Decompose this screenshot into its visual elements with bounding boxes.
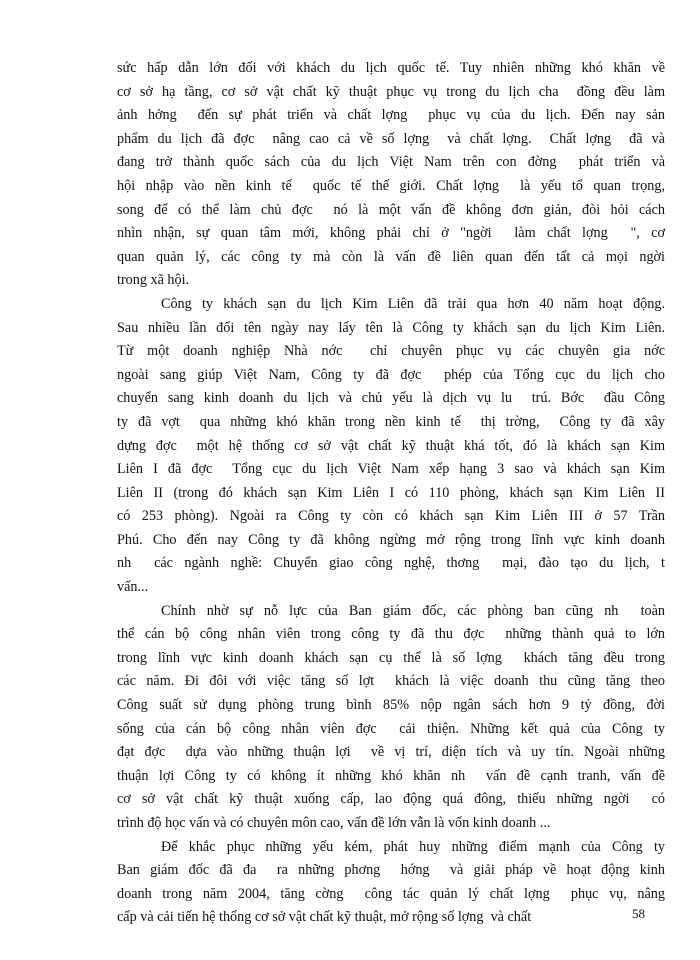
text-line: doanh trong năm 2004, tăng cờng công tác quản lý chất lợng phục vụ, nâng	[117, 885, 665, 902]
text-line: song để có thể làm chủ đợc nó là một vấn đề không đơn giản, đòi hỏi cách	[117, 201, 665, 218]
paragraph-2	[117, 293, 665, 600]
text-line: vấn...	[117, 579, 149, 596]
text-line: Công ty khách sạn du lịch Kim Liên đã trải qua hơn 40 năm hoạt động.	[161, 295, 665, 312]
text-line: Từ một doanh nghiệp Nhà nớc chỉ chuyên phục vụ các chuyên gia nớc	[117, 343, 665, 360]
page-number: 58	[632, 906, 645, 921]
text-line: sức hấp dẫn lớn đối với khách du lịch quốc tế. Tuy nhiên những khó khăn về	[117, 60, 665, 76]
text-line: cơ sở hạ tầng, cơ sở vật chất kỹ thuật phục vụ trong du lịch cha đồng đều làm	[117, 83, 665, 100]
text-line: phẩm du lịch đã đợc nâng cao cả về số lợng và chất lợng. Chất lợng đã và	[117, 130, 665, 147]
text-line: hội nhập vào nền kinh tế quốc tế thế giới. Chất lợng là yếu tố quan trọng,	[117, 177, 665, 194]
text-line: Sau nhiều lần đổi tên ngày nay lấy tên là Công ty khách sạn du lịch Kim Liên.	[117, 319, 665, 336]
paragraph-4	[117, 836, 665, 930]
text-line: dựng đợc một hệ thống cơ sở vật chất kỹ thuật khá tốt, đó là khách sạn Kim	[117, 437, 665, 454]
text-line: thuận lợi Công ty có không ít những khó khăn nh vấn đề cạnh tranh, vấn đề	[117, 767, 665, 784]
text-line: ảnh hởng đến sự phát triển và chất lợng phục vụ của du lịch. Đến nay sản	[117, 107, 665, 124]
text-line: Để khắc phục những yếu kém, phát huy những điểm mạnh của Công ty	[161, 838, 665, 855]
text-line: trình độ học vấn và có chuyên môn cao, vấn đề lớn vẫn là vốn kinh doanh ...	[117, 815, 551, 831]
text-line: Phú. Cho đến nay Công ty đã không ngừng mở rộng trong lĩnh vực kinh doanh	[117, 531, 665, 548]
text-line: Chính nhờ sự nỗ lực của Ban giám đốc, các phòng ban cũng nh toàn	[161, 602, 665, 619]
paragraph-3	[117, 600, 665, 836]
text-line: sống của cán bộ công nhân viên đợc cải thiện. Những kết quả của Công ty	[117, 720, 665, 737]
text-line: chuyển sang kinh doanh du lịch và chủ yếu là dịch vụ lu trú. Bớc đầu Công	[117, 390, 665, 407]
text-line: Ban giám đốc đã đa ra những phơng hớng và giải pháp về hoạt động kinh	[117, 862, 665, 879]
text-line: Liên II (trong đó khách sạn Kim Liên I có 110 phòng, khách sạn Kim Liên II	[117, 484, 665, 501]
body-text	[117, 57, 665, 930]
text-line: thể cán bộ công nhân viên trong công ty đã thu đợc những thành quả to lớn	[117, 626, 665, 643]
text-line: nh các ngành nghề: Chuyển giao công nghệ, thơng mại, đào tạo du lịch, t	[117, 555, 665, 572]
text-line: đạt đợc dựa vào những thuận lợi về vị trí, diện tích và uy tín. Ngoài những	[117, 744, 665, 761]
text-line: Liên I đã đợc Tổng cục du lịch Việt Nam xếp hạng 3 sao và khách sạn Kim	[117, 461, 665, 478]
text-line: trong xã hội.	[117, 272, 190, 289]
paragraph-1	[117, 57, 665, 293]
text-line: nhìn nhận, sự quan tâm mới, không phải chỉ ở "ngời làm chất lợng ", cơ	[117, 225, 665, 242]
text-line: đang trở thành quốc sách của du lịch Việt Nam trên con đờng phát triển và	[117, 154, 665, 171]
text-line: cấp và cải tiến hệ thống cơ sở vật chất kỹ thuật, mở rộng số lợng và chất	[117, 909, 532, 926]
text-line: các năm. Đi đôi với việc tăng số lợt khách là việc doanh thu cũng tăng theo	[117, 673, 665, 690]
text-line: ngoài sang giúp Việt Nam, Công ty đã đợc phép của Tổng cục du lịch cho	[117, 366, 665, 383]
text-line: cơ sở vật chất kỹ thuật xuống cấp, lao động quá đông, thiếu những ngời có	[117, 791, 665, 808]
text-line: trong lĩnh vực kinh doanh khách sạn cụ thể là số lợng khách tăng đều trong	[117, 649, 665, 666]
text-line: có 253 phòng). Ngoài ra Công ty còn có khách sạn Kim Liên III ở 57 Trần	[117, 508, 665, 525]
text-line: ty đã vợt qua những khó khăn trong nền kinh tế thị trờng, Công ty đã xây	[117, 413, 665, 430]
text-line: Công suất sử dụng phòng trung bình 85% nộp ngân sách hơn 9 tỷ đồng, đời	[117, 697, 665, 714]
text-line: quan quản lý, các công ty mà còn là vấn đề liên quan đến tất cả mọi ngời	[117, 248, 665, 265]
